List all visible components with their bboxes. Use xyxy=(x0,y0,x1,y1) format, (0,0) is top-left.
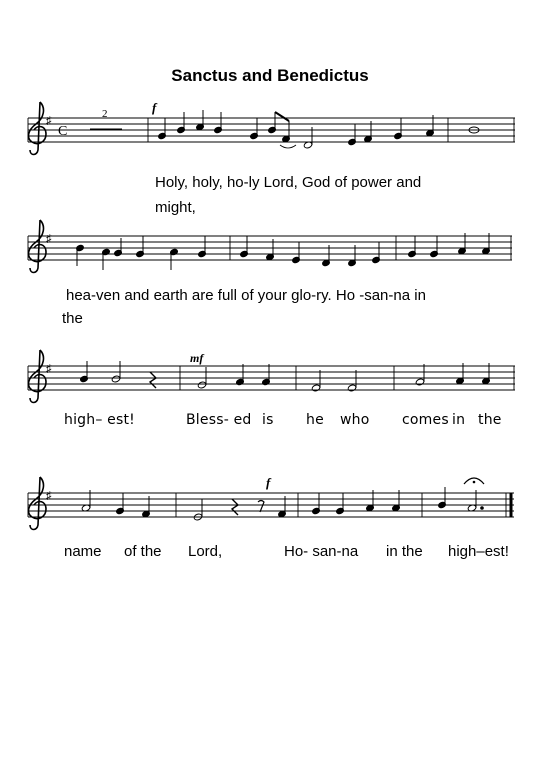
lyric-line-2b: the xyxy=(62,310,83,327)
lyric-word: high– est! xyxy=(64,412,135,428)
time-signature: C xyxy=(58,124,68,139)
multirest-count: 2 xyxy=(102,108,108,120)
lyric-word: Lord, xyxy=(188,543,223,560)
dynamic-f: f xyxy=(152,100,157,115)
lyric-word: comes xyxy=(402,412,449,428)
lyric-word: the xyxy=(478,412,502,428)
treble-clef-icon xyxy=(29,102,46,155)
lyric-word: he xyxy=(306,412,324,428)
lyric-word: name xyxy=(64,543,102,560)
dynamic-f-2: f xyxy=(266,475,271,490)
page-title: Sanctus and Benedictus xyxy=(171,66,369,85)
lyric-line-1a: Holy, holy, ho-ly Lord, God of power and xyxy=(155,174,422,191)
lyric-word: who xyxy=(340,412,370,428)
dynamic-mf: mf xyxy=(190,351,204,365)
lyric-word: Ho- san-na xyxy=(284,543,359,560)
lyric-word: Bless- ed xyxy=(186,412,252,428)
lyric-word: of the xyxy=(124,543,162,560)
lyric-line-2a: hea-ven and earth are full of your glo-ry. Ho -san-na in xyxy=(66,287,426,304)
lyric-word: in xyxy=(452,412,466,428)
staff-line-4 xyxy=(28,475,514,530)
lyric-word: high–est! xyxy=(448,543,509,560)
svg-text:♯: ♯ xyxy=(46,233,52,245)
quarter-rest xyxy=(150,372,156,388)
lyric-word: in the xyxy=(386,543,423,560)
lyric-line-1b: might, xyxy=(155,199,196,216)
staff-line-3 xyxy=(28,350,515,403)
staff-line-2 xyxy=(28,220,512,273)
staff-line-1 xyxy=(28,100,515,155)
key-signature-sharp: ♯ xyxy=(46,115,52,127)
lyric-word: is xyxy=(262,412,274,428)
svg-text:♯: ♯ xyxy=(46,363,52,375)
svg-text:♯: ♯ xyxy=(46,490,52,502)
